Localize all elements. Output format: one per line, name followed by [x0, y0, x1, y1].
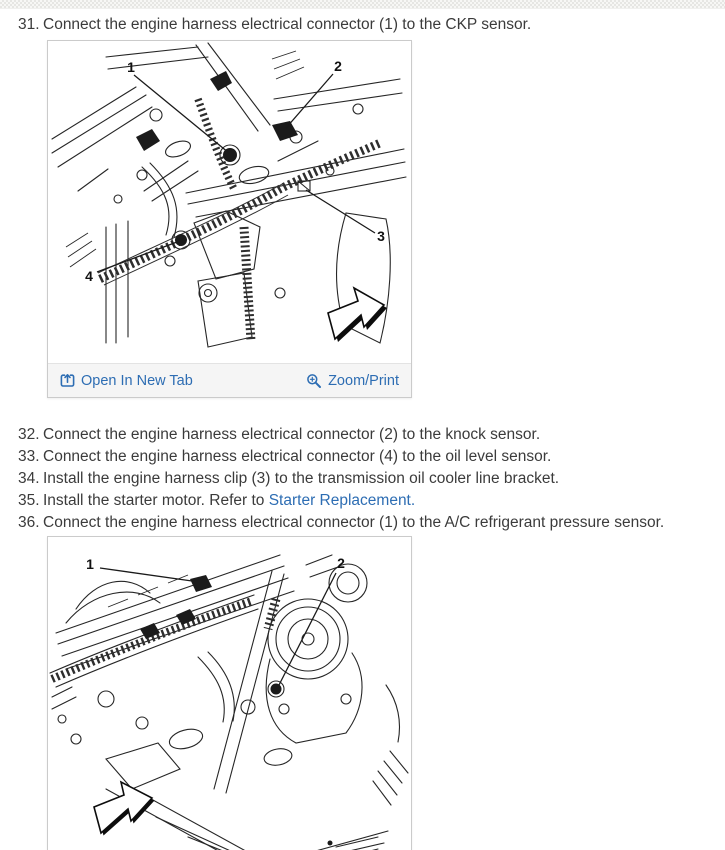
step-text-before-link: Install the starter motor. Refer to: [43, 492, 269, 509]
step-text: Connect the engine harness electrical connector (1) to the A/C refrigerant pressure sensor.: [43, 514, 665, 531]
direction-arrow-icon: [94, 782, 155, 836]
step-text: [43, 490, 415, 512]
step-text: Install the engine harness clip (3) to the transmission oil cooler line bracket.: [43, 470, 560, 487]
figure2-callout-1: 1: [86, 556, 94, 572]
step-number: 36.: [18, 514, 40, 531]
step-text: Connect the engine harness electrical connector (2) to the knock sensor.: [43, 426, 541, 443]
step-34: [0, 468, 725, 490]
step-text: Connect the engine harness electrical connector (1) to the CKP sensor.: [43, 16, 532, 33]
zoom-print-label: Zoom/Print: [328, 372, 399, 389]
zoom-print-link[interactable]: [306, 373, 399, 389]
step-number: 32.: [18, 426, 40, 443]
step-number: 33.: [18, 448, 40, 465]
figure-card-2: [47, 536, 412, 850]
steps-list: [0, 424, 725, 534]
figure1-toolbar: [48, 363, 411, 397]
step-31: [0, 14, 725, 36]
starter-replacement-link[interactable]: Starter Replacement.: [268, 492, 416, 509]
engine-diagram-1: [48, 41, 411, 363]
step-text: Connect the engine harness electrical connector (4) to the oil level sensor.: [43, 448, 552, 465]
engine-diagram-2-art: [48, 537, 411, 850]
step-32: [0, 424, 725, 446]
open-in-new-tab-icon: [60, 373, 75, 388]
open-in-new-tab-link[interactable]: [60, 373, 193, 389]
figure1-callout-3: 3: [377, 228, 385, 244]
figure1-callout-4: 4: [85, 268, 93, 284]
figure1-callout-2: 2: [334, 58, 342, 74]
figure1-callout-1: 1: [127, 59, 135, 75]
zoom-magnifier-plus-icon: [306, 373, 322, 389]
step-35: [0, 490, 725, 512]
direction-arrow-icon: [328, 288, 387, 342]
engine-diagram-1-art: [48, 41, 411, 363]
page-top-texture: [0, 0, 725, 9]
step-33: [0, 446, 725, 468]
step-number: 31.: [18, 16, 40, 33]
step-36: [0, 512, 725, 534]
step-number: 35.: [18, 492, 40, 509]
step-number: 34.: [18, 470, 40, 487]
engine-diagram-2: [48, 537, 411, 850]
figure2-callout-2: 2: [337, 555, 345, 571]
figure-card-1: [47, 40, 412, 398]
open-in-new-tab-label: Open In New Tab: [81, 372, 193, 389]
